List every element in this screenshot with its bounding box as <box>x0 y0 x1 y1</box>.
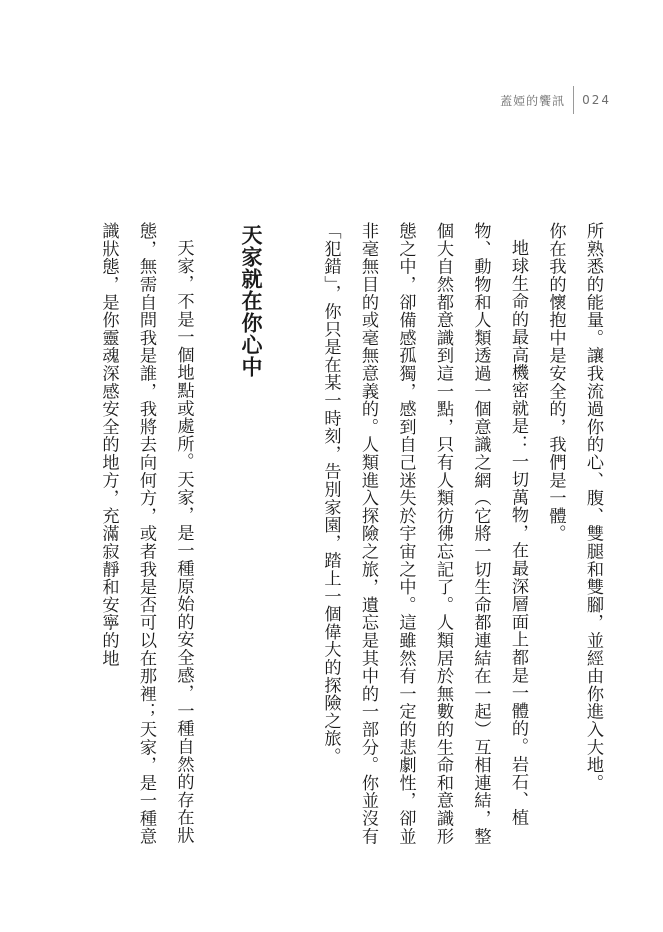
running-header <box>500 86 611 114</box>
header-divider <box>573 86 574 114</box>
paragraph: 天家，不是一個地點或處所。天家，是一種原始的安全感，一種自然的存在狀態，無需自問我是誰，我將去向何方，或者我是否可以在那裡；天家，是一種意識狀態，是你靈魂深感安全的地方，充滿寂靜和安寧的地 <box>98 222 194 845</box>
vertical-text-body <box>51 222 611 858</box>
section-heading: 天家就在你心中 <box>239 224 263 378</box>
paragraph-continuation-end: 你在我的懷抱中是安全的，我們是一體。 <box>545 222 566 543</box>
paragraph-continuation: 所熟悉的能量。讓我流過你的心、腹、雙腿和雙腳，並經由你進入大地。 <box>583 222 603 792</box>
paragraph: 地球生命的最高機密就是：一切萬物，在最深層面上都是一體的。岩石、植物、動物和人類透過一個意識之網（它將一切生命都連結在一起）互相連結，整個大自然都意識到這一點，只有人類彷彿忘記了。人類居於無數的生命和意識形態之中，卻備感孤獨，感到自己迷失於宇宙之中。這雖然有一定的悲劇性，卻並非毫無目的或毫無意義的。人類進入探險之旅，遺忘是其中的一部分。你並沒有「犯錯」，你只是在某一時刻，告別家園，踏上一個偉大的探險之旅。 <box>320 222 528 845</box>
running-header-title: 蓋婭的饗訊 <box>500 93 566 108</box>
page-number: 024 <box>582 93 611 107</box>
